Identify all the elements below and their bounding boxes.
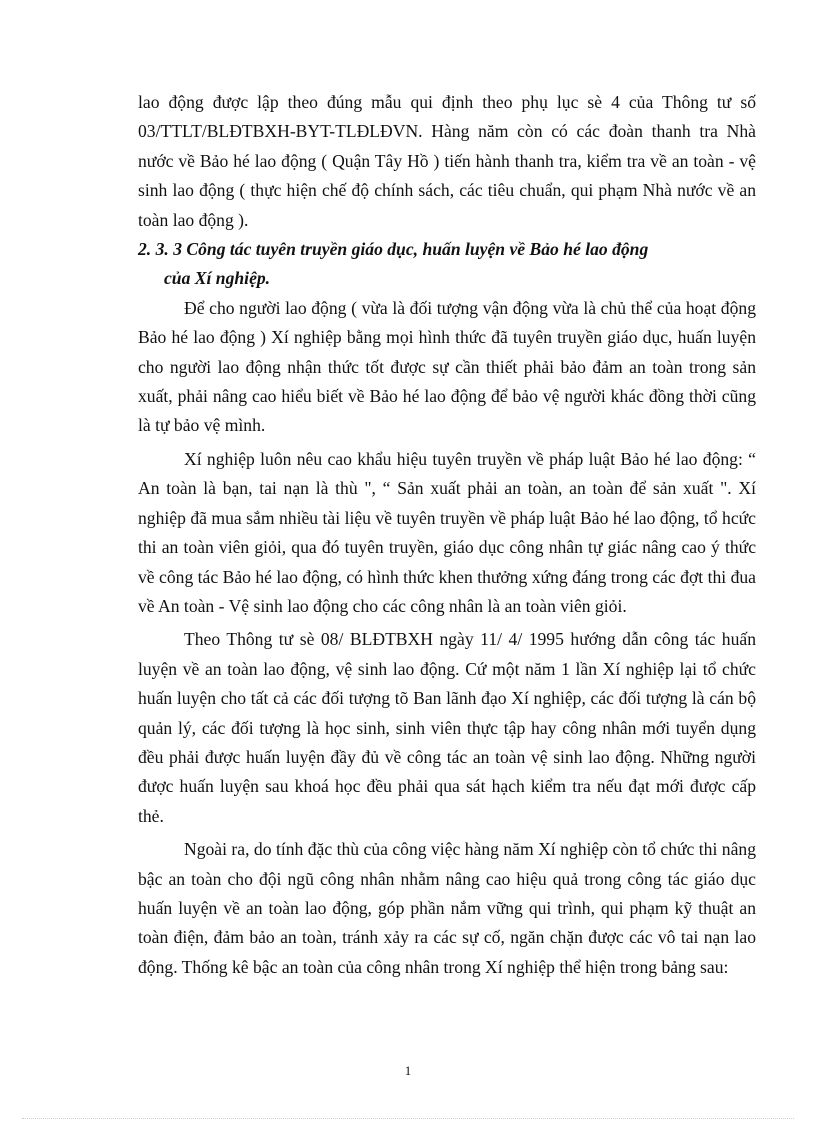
section-heading-line-2: của Xí nghiệp. [164, 268, 271, 289]
page-number: 1 [404, 1063, 412, 1078]
paragraph-slogans: Xí nghiệp luôn nêu cao khẩu hiệu tuyên truyền về pháp luật Bảo hé lao động: “ An toàn là bạn, tai nạn là thù ", “ Sản xuất phải an toàn, an toàn để sản xuất ". Xí nghiệp đã mua sắm nhiều tài liệu về tuyên truyền về pháp luật Bảo hé lao động, tổ hcức thi an toàn viên giỏi, qua đó tuyên truyền, giáo dục công nhân tự giác nâng cao ý thức về công tác Bảo hé lao động, có hình thức khen thưởng xứng đáng trong các đợt thi đua về An toàn - Vệ sinh lao động cho các công nhân là an toàn viên giỏi. [138, 448, 756, 616]
paragraph-safety-grading: Ngoài ra, do tính đặc thù của công việc hàng năm Xí nghiệp còn tổ chức thi nâng bậc an toàn cho đội ngũ công nhân nhằm nâng cao hiệu quả trong công tác giáo dục huấn luyện về an toàn lao động, góp phần nắm vững qui trình, qui phạm kỹ thuật an toàn điện, đảm bảo an toàn, tránh xảy ra các sự cố, ngăn chặn được các vô tai nạn lao động. Thống kê bậc an toàn của công nhân trong Xí nghiệp thể hiện trong bảng sau: [138, 839, 756, 977]
paragraph-inspection: lao động được lập theo đúng mẫu qui định theo phụ lục sè 4 của Thông tư số 03/TTLT/BLĐTBXH-BYT-TLĐLĐVN. Hàng năm còn có các đoàn thanh tra Nhà nước về Bảo hé lao động ( Quận Tây Hồ ) tiến hành thanh tra, kiểm tra về an toàn - vệ sinh lao động ( thực hiện chế độ chính sách, các tiêu chuẩn, qui phạm Nhà nước về an toàn lao động ). [138, 92, 756, 230]
page-body [138, 88, 756, 982]
page-bottom-border [22, 1118, 794, 1119]
section-heading [138, 235, 756, 294]
paragraph-training-circular: Theo Thông tư sè 08/ BLĐTBXH ngày 11/ 4/ 1995 hướng dẫn công tác huấn luyện về an toàn lao động, vệ sinh lao động. Cứ một năm 1 lần Xí nghiệp lại tổ chức huấn luyện cho tất cả các đối tượng tõ Ban lãnh đạo Xí nghiệp, các đối tượng là cán bộ quản lý, các đối tượng là học sinh, sinh viên thực tập hay công nhân mới tuyển dụng đều phải được huấn luyện đầy đủ về công tác an toàn vệ sinh lao động. Những người được huấn luyện sau khoá học đều phải qua sát hạch kiểm tra nếu đạt mới được cấp thẻ. [138, 629, 756, 826]
paragraph-propaganda: Để cho người lao động ( vừa là đối tượng vận động vừa là chủ thể của hoạt động Bảo hé lao động ) Xí nghiệp bằng mọi hình thức đã tuyên truyền giáo dục, huấn luyện cho người lao động nhận thức tốt được sự cần thiết phải bảo đảm an toàn trong sản xuất, phải nâng cao hiểu biết về Bảo hé lao động để bảo vệ người khác đồng thời cũng là tự bảo vệ mình. [138, 297, 756, 436]
section-heading-line-1: 2. 3. 3 Công tác tuyên truyền giáo dục, huấn luyện về Bảo hé lao động [138, 239, 649, 260]
